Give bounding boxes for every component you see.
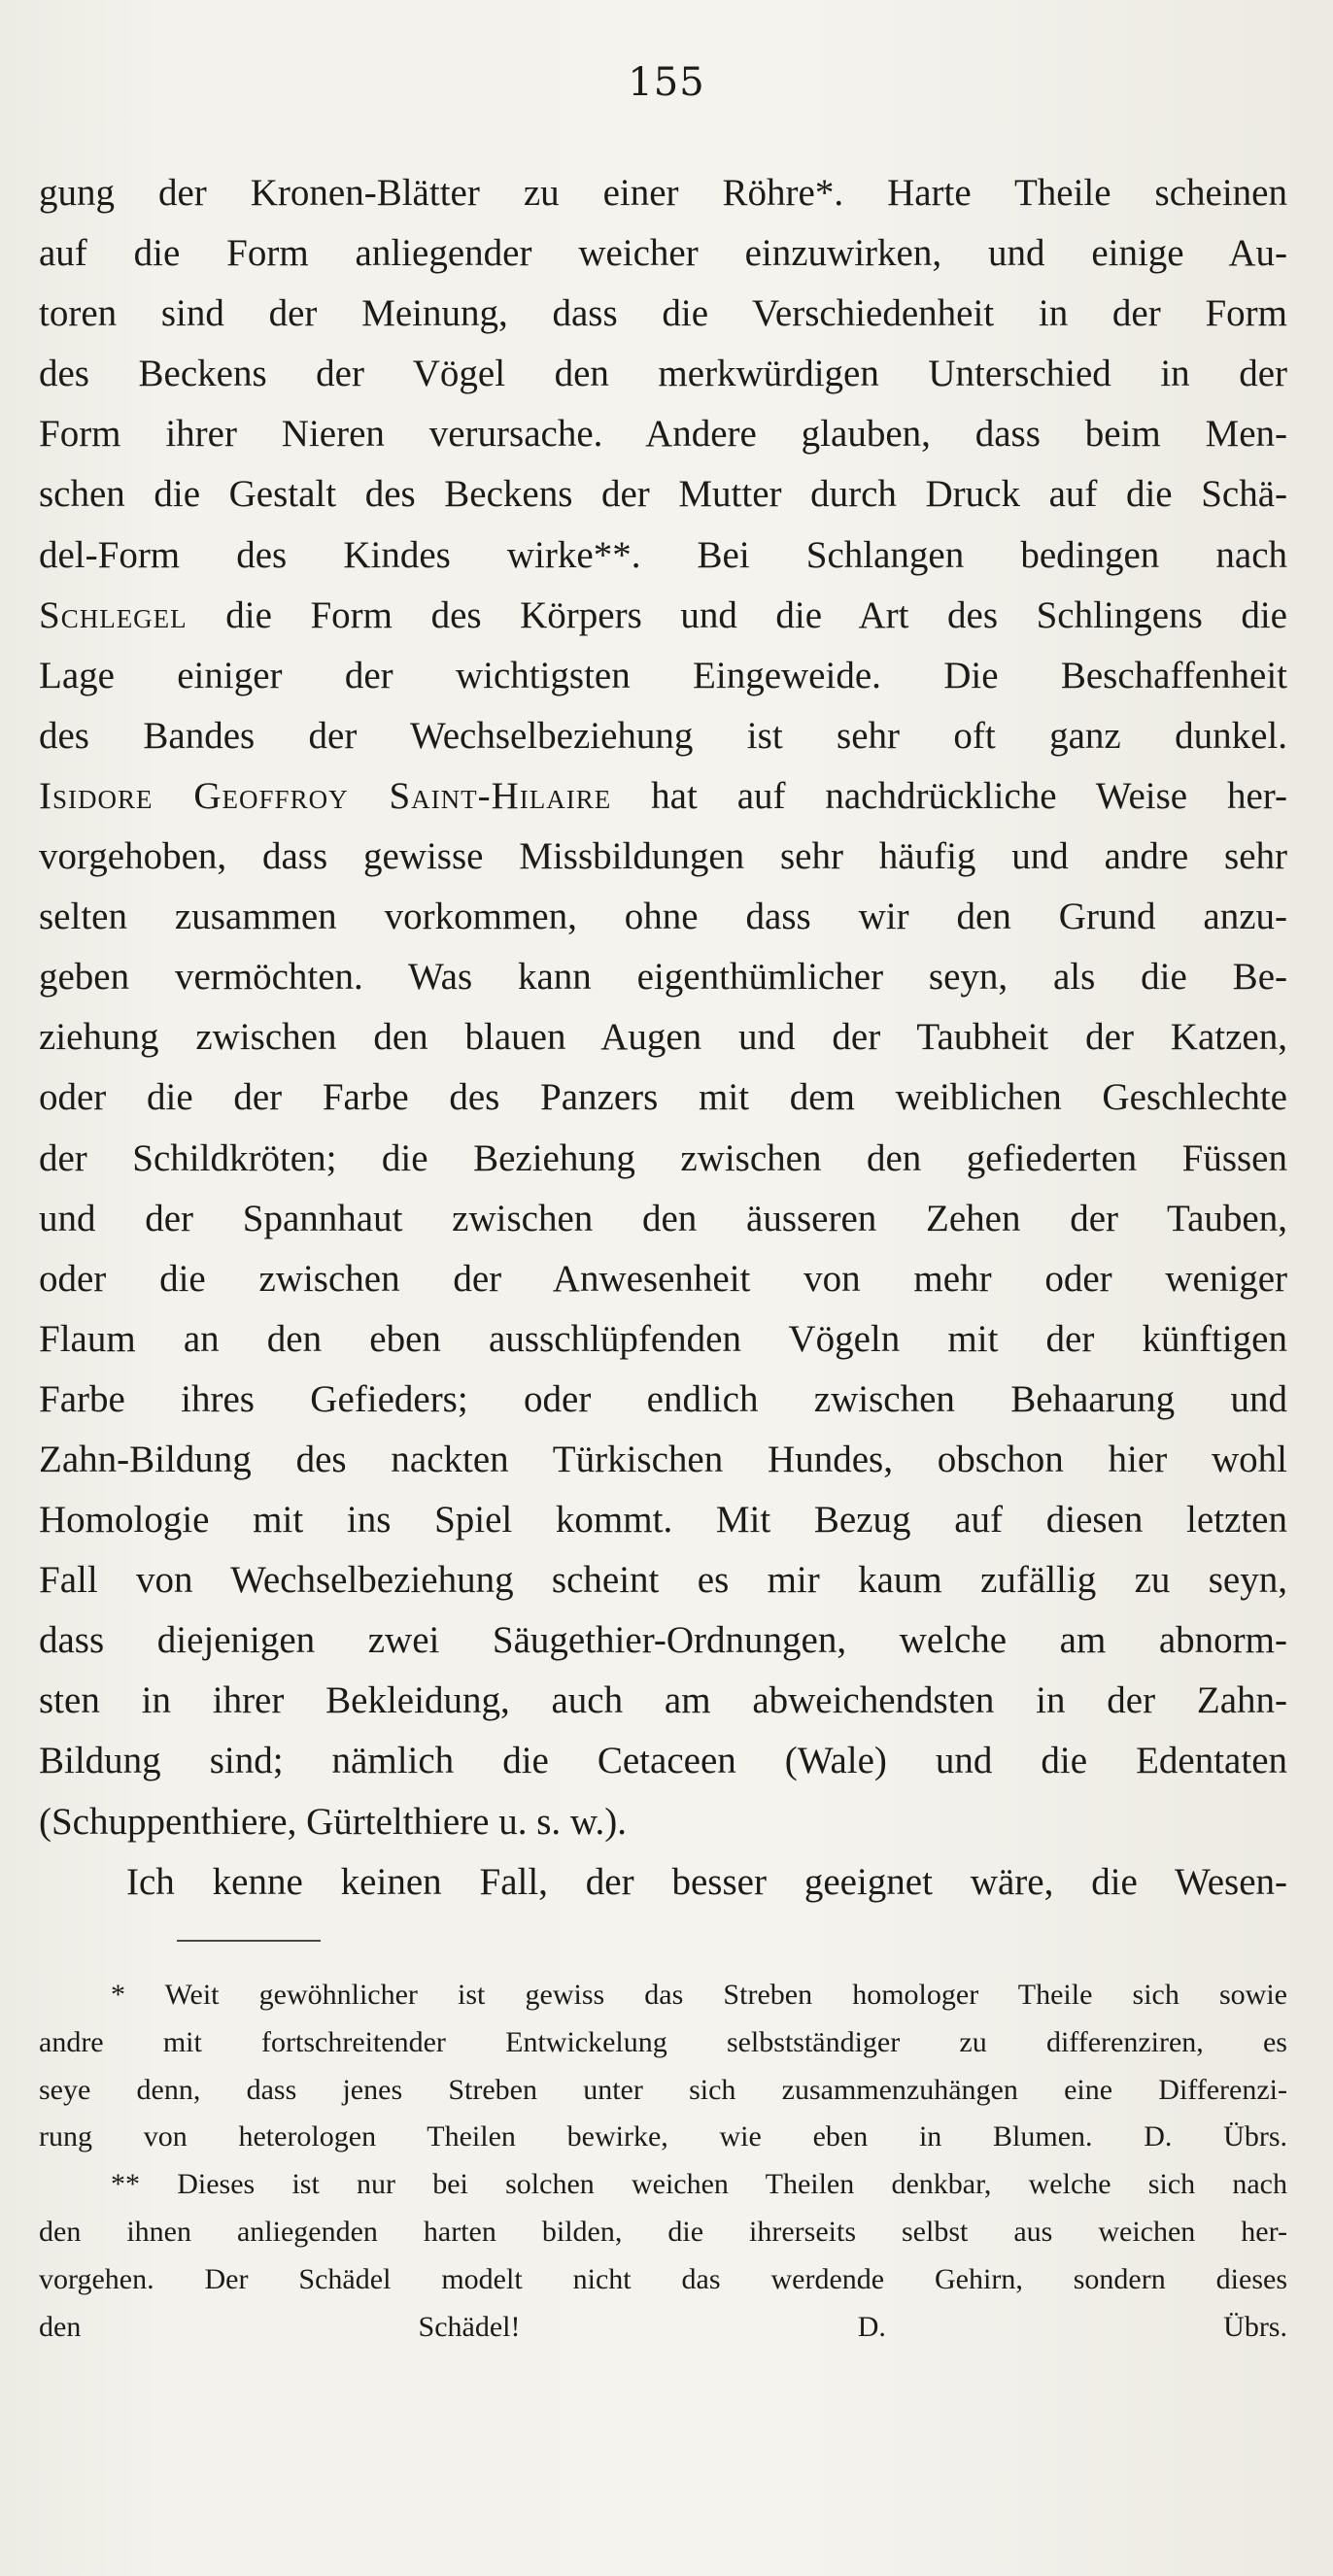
text-line: Homologie mit ins Spiel kommt. Mit Bezug auf diesen letzten [39, 1499, 1287, 1542]
text-line: des Beckens der Vögel den merkwürdigen Unterschied in der [39, 353, 1287, 395]
text-line: Isidore Geoffroy Saint-Hilaire hat auf nachdrückliche Weise her- [39, 774, 1287, 817]
footnote-line: rung von heterologen Theilen bewirke, wie eben in Blumen. D. Übrs. [39, 2120, 1287, 2153]
text-line: sten in ihrer Bekleidung, auch am abweichendsten in der Zahn- [39, 1679, 1287, 1722]
text-line: ziehung zwischen den blauen Augen und der Taubheit der Katzen, [39, 1016, 1287, 1059]
text-line: auf die Form anliegender weicher einzuwirken, und einige Au- [39, 232, 1287, 275]
footnote-line: vorgehen. Der Schädel modelt nicht das werdende Gehirn, sondern dieses [39, 2262, 1287, 2295]
page-number: 155 [628, 60, 705, 105]
text-line: geben vermöchten. Was kann eigenthümlicher seyn, als die Be- [39, 956, 1287, 999]
footnote-line: ** Dieses ist nur bei solchen weichen Theilen denkbar, welche sich nach [111, 2168, 1287, 2201]
main-text-block [39, 163, 1287, 1913]
footnote-separator [177, 1940, 321, 1942]
text-line: Fall von Wechselbeziehung scheint es mir kaum zufällig zu seyn, [39, 1559, 1287, 1602]
text-line: Bildung sind; nämlich die Cetaceen (Wale) und die Edentaten [39, 1740, 1287, 1782]
text-line: schen die Gestalt des Beckens der Mutter durch Druck auf die Schä- [39, 473, 1287, 516]
text-line: selten zusammen vorkommen, ohne dass wir den Grund anzu- [39, 896, 1287, 938]
text-line: dass diejenigen zwei Säugethier-Ordnungen, welche am abnorm- [39, 1619, 1287, 1662]
text-line: oder die zwischen der Anwesenheit von mehr oder weniger [39, 1257, 1287, 1300]
text-line: Schlegel die Form des Körpers und die Art des Schlingens die [39, 593, 1287, 636]
text-line: Zahn-Bildung des nackten Türkischen Hundes, obschon hier wohl [39, 1438, 1287, 1480]
text-line: und der Spannhaut zwischen den äusseren Zehen der Tauben, [39, 1197, 1287, 1239]
footnotes-block [39, 1972, 1287, 2351]
footnote-line: andre mit fortschreitender Entwickelung selbstständiger zu differenziren, es [39, 2025, 1287, 2058]
footnote-line: * Weit gewöhnlicher ist gewiss das Streben homologer Theile sich sowie [111, 1979, 1287, 2011]
text-line: toren sind der Meinung, dass die Verschiedenheit in der Form [39, 292, 1287, 335]
text-line: Flaum an den eben ausschlüpfenden Vögeln mit der künftigen [39, 1317, 1287, 1360]
text-line: (Schuppenthiere, Gürtelthiere u. s. w.). [39, 1800, 628, 1843]
text-line: vorgehoben, dass gewisse Missbildungen sehr häufig und andre sehr [39, 835, 1287, 878]
text-line: Form ihrer Nieren verursache. Andere glauben, dass beim Men- [39, 413, 1287, 456]
text-line: gung der Kronen-Blätter zu einer Röhre*. Harte Theile scheinen [39, 172, 1287, 214]
text-line: oder die der Farbe des Panzers mit dem weiblichen Geschlechte [39, 1076, 1287, 1119]
footnote-line: den ihnen anliegenden harten bilden, die ihrerseits selbst aus weichen her- [39, 2215, 1287, 2248]
text-line: Lage einiger der wichtigsten Eingeweide. Die Beschaffenheit [39, 654, 1287, 696]
footnote-line: den Schädel! D. Übrs. [39, 2310, 1287, 2343]
text-line: des Bandes der Wechselbeziehung ist sehr oft ganz dunkel. [39, 714, 1287, 757]
text-line: Ich kenne keinen Fall, der besser geeignet wäre, die Wesen- [126, 1860, 1287, 1903]
text-line: der Schildkröten; die Beziehung zwischen den gefiederten Füssen [39, 1136, 1287, 1179]
text-line: del-Form des Kindes wirke**. Bei Schlangen bedingen nach [39, 533, 1287, 576]
author-name: Isidore Geoffroy Saint-Hilaire [39, 774, 612, 817]
footnote-line: seye denn, dass jenes Streben unter sich zusammenzuhängen eine Differenzi- [39, 2073, 1287, 2106]
author-name: Schlegel [39, 593, 188, 636]
text-line: Farbe ihres Gefieders; oder endlich zwischen Behaarung und [39, 1377, 1287, 1420]
